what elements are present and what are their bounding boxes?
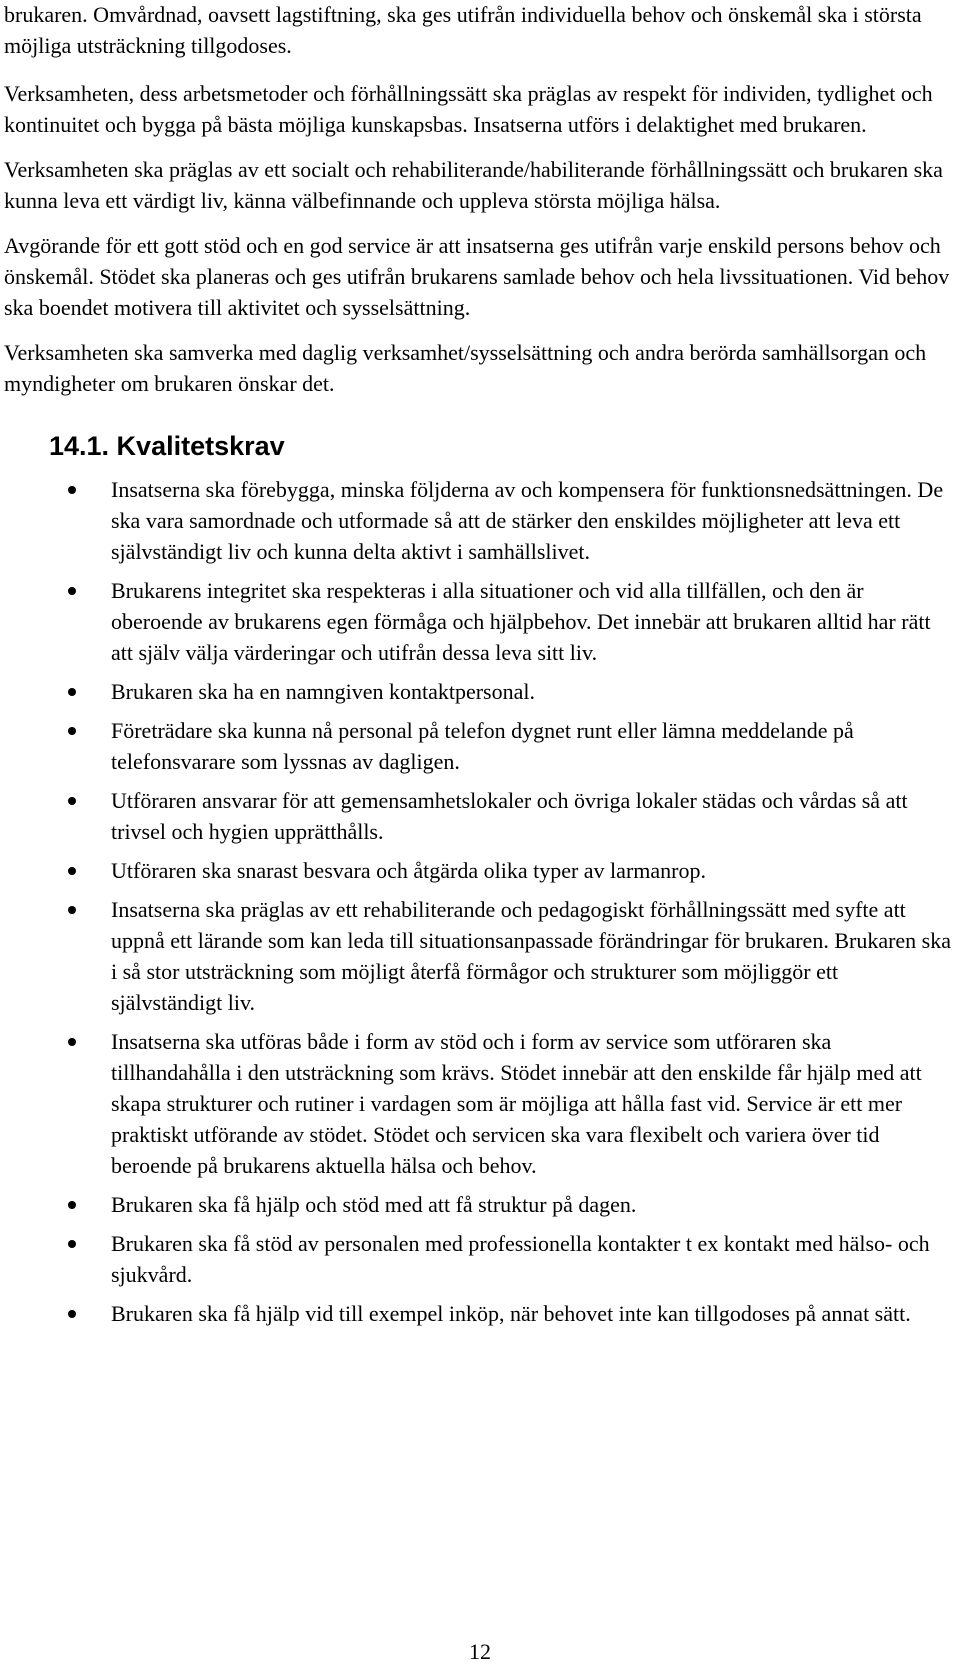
- list-item: [4, 1189, 952, 1220]
- list-item-text: Utföraren ansvarar för att gemensamhetslokaler och övriga lokaler städas och vårdas så att trivsel och hygien upprätthålls.: [111, 788, 908, 844]
- bullet-icon: [68, 727, 76, 735]
- intro-paragraph-4: Avgörande för ett gott stöd och en god service är att insatserna ges utifrån varje enskild persons behov och önskemål. Stödet ska planeras och ges utifrån brukarens samlade behov och hela livssituationen. Vid behov ska boendet motivera till aktivitet och sysselsättning.: [4, 233, 950, 320]
- bullet-icon: [68, 867, 76, 875]
- bullet-icon: [68, 1240, 76, 1248]
- list-item: [4, 785, 952, 847]
- bullet-icon: [68, 1310, 76, 1318]
- list-item: [4, 1228, 952, 1290]
- list-item: [4, 676, 952, 707]
- list-item-text: Brukaren ska få hjälp och stöd med att få struktur på dagen.: [111, 1192, 637, 1217]
- list-item: [4, 715, 952, 777]
- section-heading: 14.1. Kvalitetskrav: [49, 431, 285, 461]
- list-item-text: Utföraren ska snarast besvara och åtgärda olika typer av larmanrop.: [111, 858, 706, 883]
- document-page: [4, 0, 952, 1337]
- list-item-text: Brukarens integritet ska respekteras i alla situationer och vid alla tillfällen, och den är oberoende av brukarens egen förmåga och hjälpbehov. Det innebär att brukaren alltid har rätt att själv välja värderingar och utifrån dessa leva sitt liv.: [111, 578, 931, 665]
- bullet-icon: [68, 486, 76, 494]
- bullet-icon: [68, 688, 76, 696]
- quality-requirements-list: [4, 474, 952, 1329]
- bullet-icon: [68, 587, 76, 595]
- list-item-text: Företrädare ska kunna nå personal på telefon dygnet runt eller lämna meddelande på telefonsvarare som lyssnas av dagligen.: [111, 718, 854, 774]
- list-item-text: Brukaren ska få stöd av personalen med professionella kontakter t ex kontakt med hälso- och sjukvård.: [111, 1231, 930, 1287]
- bullet-icon: [68, 1038, 76, 1046]
- list-item-text: Brukaren ska få hjälp vid till exempel inköp, när behovet inte kan tillgodoses på annat sätt.: [111, 1301, 911, 1326]
- list-item: [4, 474, 952, 567]
- list-item: [4, 1026, 952, 1181]
- bullet-icon: [68, 1201, 76, 1209]
- list-item-text: Insatserna ska förebygga, minska följderna av och kompensera för funktionsnedsättningen. De ska vara samordnade och utformade så att de stärker den enskildes möjligheter att leva ett självständigt liv och kunna delta aktivt i samhällslivet.: [111, 477, 944, 564]
- bullet-icon: [68, 906, 76, 914]
- intro-paragraph-3: Verksamheten ska präglas av ett socialt och rehabiliterande/habiliterande förhållningssätt och brukaren ska kunna leva ett värdigt liv, känna välbefinnande och uppleva största möjliga hälsa.: [4, 157, 943, 213]
- list-item: [4, 575, 952, 668]
- list-item-text: Brukaren ska ha en namngiven kontaktpersonal.: [111, 679, 535, 704]
- bullet-icon: [68, 797, 76, 805]
- intro-paragraph-1: brukaren. Omvårdnad, oavsett lagstiftning, ska ges utifrån individuella behov och önskemål ska i största möjliga utsträckning tillgodoses.: [4, 2, 922, 58]
- page-number: 12: [469, 1639, 491, 1664]
- list-item-text: Insatserna ska präglas av ett rehabiliterande och pedagogiskt förhållningssätt med syfte att uppnå ett lärande som kan leda till situationsanpassade förändringar för brukaren. Brukaren ska i så stor utsträckning som möjligt återfå förmågor och strukturer som möjliggör ett självständigt liv.: [111, 897, 951, 1015]
- list-item: [4, 1298, 952, 1329]
- intro-paragraph-2: Verksamheten, dess arbetsmetoder och förhållningssätt ska präglas av respekt för individen, tydlighet och kontinuitet och bygga på bästa möjliga kunskapsbas. Insatserna utförs i delaktighet med brukaren.: [4, 81, 933, 137]
- intro-paragraph-5: Verksamheten ska samverka med daglig verksamhet/sysselsättning och andra berörda samhällsorgan och myndigheter om brukaren önskar det.: [4, 340, 927, 396]
- list-item: [4, 855, 952, 886]
- list-item-text: Insatserna ska utföras både i form av stöd och i form av service som utföraren ska tillhandahålla i den utsträckning som krävs. Stödet innebär att den enskilde får hjälp med att skapa strukturer och rutiner i vardagen som är möjliga att hålla fast vid. Service är ett mer praktiskt utförande av stödet. Stödet och servicen ska vara flexibelt och variera över tid beroende på brukarens aktuella hälsa och behov.: [111, 1029, 922, 1178]
- list-item: [4, 894, 952, 1018]
